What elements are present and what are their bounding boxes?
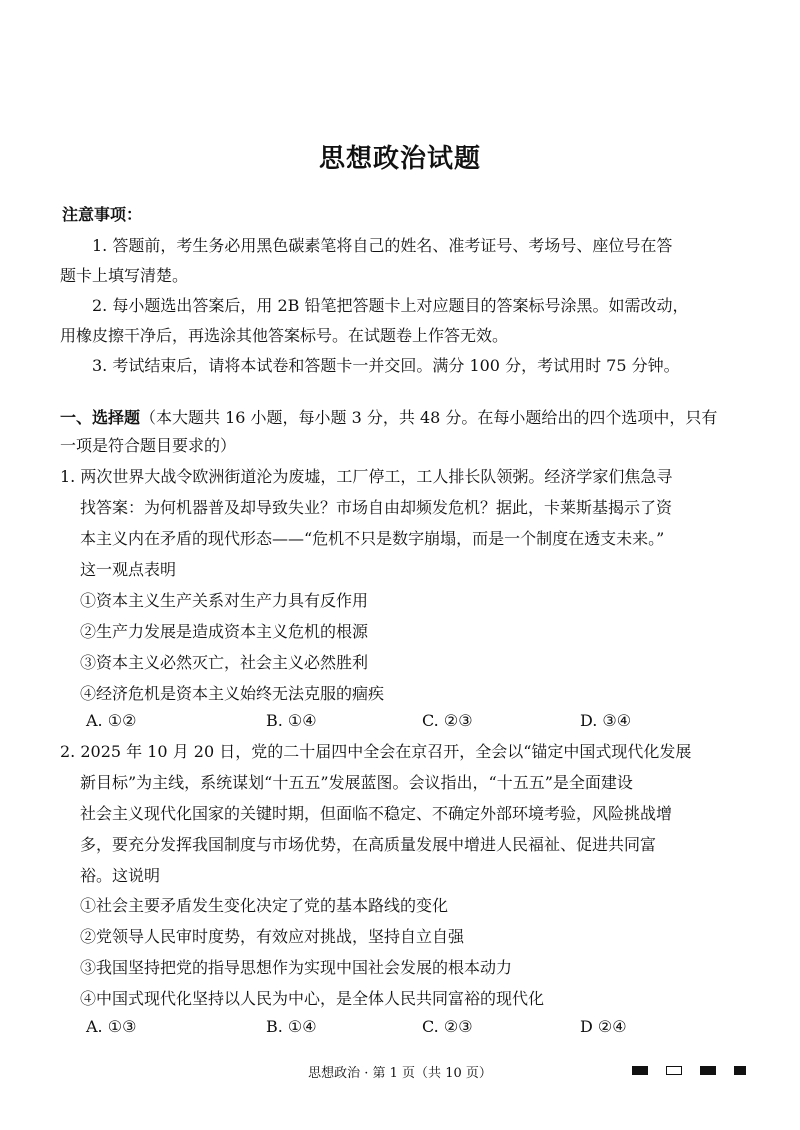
registration-mark-1 (632, 1066, 648, 1075)
q2-option-b: B. ①④ (266, 1017, 317, 1036)
q1-stem-line-3: 本主义内在矛盾的现代形态——“危机不只是数字崩塌，而是一个制度在透支未来。” (80, 529, 665, 548)
notice-item-2-line-1: 2. 每小题选出答案后，用 2B 铅笔把答题卡上对应题目的答案标号涂黑。如需改动， (92, 296, 689, 315)
q1-statement-1: ①资本主义生产关系对生产力具有反作用 (80, 591, 369, 610)
q1-option-b: B. ①④ (266, 711, 317, 730)
section-1-heading-line (60, 408, 750, 428)
registration-mark-2 (666, 1066, 682, 1075)
section-1-desc-line-1: （本大题共 16 小题，每小题 3 分，共 48 分。在每小题给出的四个选项中，只有 (140, 408, 718, 427)
q2-option-d: D ②④ (580, 1017, 627, 1036)
q2-statement-4: ④中国式现代化坚持以人民为中心，是全体人民共同富裕的现代化 (80, 989, 545, 1008)
registration-mark-3 (700, 1066, 716, 1075)
q1-option-c: C. ②③ (422, 711, 473, 730)
q1-stem-line-4: 这一观点表明 (80, 560, 177, 579)
q2-stem-line-4: 多，要充分发挥我国制度与市场优势，在高质量发展中增进人民福祉、促进共同富 (80, 835, 657, 854)
q2-stem-line-5: 裕。这说明 (80, 866, 161, 885)
q1-option-a: A. ①② (86, 711, 137, 730)
q2-stem-line-3: 社会主义现代化国家的关键时期，但面临不稳定、不确定外部环境考验，风险挑战增 (80, 804, 673, 823)
registration-mark-4 (734, 1066, 746, 1075)
section-1-heading: 一、选择题 (60, 408, 141, 427)
q1-statement-2: ②生产力发展是造成资本主义危机的根源 (80, 622, 369, 641)
q1-statement-4: ④经济危机是资本主义始终无法克服的痼疾 (80, 684, 385, 703)
notice-heading: 注意事项： (62, 205, 143, 224)
notice-item-1-line-2: 题卡上填写清楚。 (60, 266, 189, 285)
q2-option-a: A. ①③ (86, 1017, 137, 1036)
notice-item-3-line-1: 3. 考试结束后，请将本试卷和答题卡一并交回。满分 100 分，考试用时 75 分钟。 (92, 356, 680, 375)
q1-statement-3: ③资本主义必然灭亡，社会主义必然胜利 (80, 653, 369, 672)
section-1-desc-line-2: 一项是符合题目要求的） (60, 436, 237, 455)
q1-option-d: D. ③④ (580, 711, 632, 730)
notice-item-2-line-2: 用橡皮擦干净后，再选涂其他答案标号。在试题卷上作答无效。 (60, 326, 509, 345)
q2-statement-2: ②党领导人民审时度势，有效应对挑战，坚持自立自强 (80, 927, 465, 946)
q2-statement-1: ①社会主要矛盾发生变化决定了党的基本路线的变化 (80, 896, 449, 915)
q1-stem-line-1: 1. 两次世界大战令欧洲街道沦为废墟，工厂停工，工人排长队领粥。经济学家们焦急寻 (60, 467, 673, 486)
q1-stem-line-2: 找答案：为何机器普及却导致失业？市场自由却频发危机？据此，卡莱斯基揭示了资 (80, 498, 673, 517)
q2-statement-3: ③我国坚持把党的指导思想作为实现中国社会发展的根本动力 (80, 958, 513, 977)
page-footer: 思想政治 · 第 1 页（共 10 页） (308, 1066, 492, 1081)
page-title: 思想政治试题 (318, 144, 481, 174)
q2-option-c: C. ②③ (422, 1017, 473, 1036)
q2-stem-line-2: 新目标”为主线，系统谋划“十五五”发展蓝图。会议指出，“十五五”是全面建设 (80, 773, 633, 792)
notice-item-1-line-1: 1. 答题前，考生务必用黑色碳素笔将自己的姓名、准考证号、考场号、座位号在答 (92, 236, 673, 255)
q2-stem-line-1: 2. 2025 年 10 月 20 日，党的二十届四中全会在京召开，全会以“锚定中国式现代化发展 (60, 742, 692, 761)
